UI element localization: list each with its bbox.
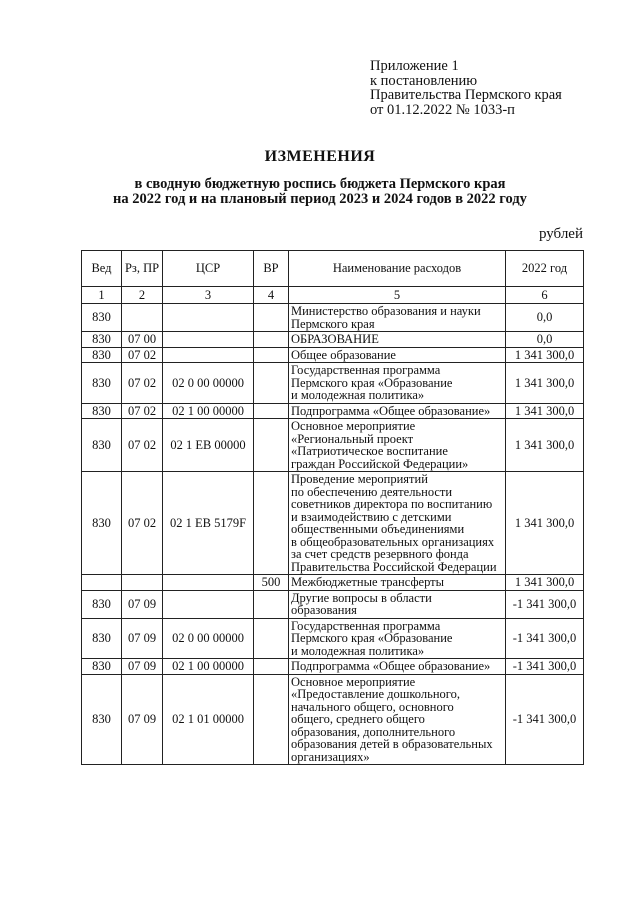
table-row [82,347,584,363]
cell-ved: 830 [82,304,122,332]
cell-name-line: Проведение мероприятий [291,472,428,486]
cell-rz-pr: 07 09 [122,590,163,618]
cell-name-line: общественными объединениями [291,522,465,536]
cell-name-line: граждан Российской Федерации» [291,456,469,471]
table-row [82,674,584,765]
cell-csr [163,304,254,332]
cell-name-line: Основное мероприятие [291,419,416,433]
cell-name [289,575,506,591]
cell-rz-pr: 07 02 [122,403,163,419]
column-number: 4 [254,287,289,304]
cell-name [289,674,506,765]
cell-ved: 830 [82,590,122,618]
cell-ved: 830 [82,347,122,363]
table-row [82,403,584,419]
header-name: Наименование расходов [289,251,506,287]
cell-csr [163,332,254,348]
cell-name-line: Основное мероприятие [291,674,416,689]
cell-ved: 830 [82,618,122,659]
cell-name [289,347,506,363]
cell-name-line: и взаимодействию с детскими [291,509,452,524]
cell-name [289,419,506,472]
cell-amount: 1 341 300,0 [506,403,584,419]
budget-changes-table [81,250,584,765]
table-row [82,472,584,575]
cell-ved [82,575,122,591]
header-rz-pr: Рз, ПР [122,251,163,287]
cell-name-line: и молодежная политика» [291,643,425,658]
cell-csr: 02 1 00 00000 [163,403,254,419]
cell-csr: 02 1 EB 00000 [163,419,254,472]
cell-name-line: Пермского края «Образование [291,631,453,645]
cell-name-line: общего, среднего общего [291,712,425,726]
cell-name [289,659,506,675]
cell-name-line: Государственная программа [291,363,441,377]
cell-rz-pr: 07 02 [122,347,163,363]
cell-name-line: Общее образование [291,347,396,362]
cell-name-line: Подпрограмма «Общее образование» [291,659,491,673]
cell-vr [254,674,289,765]
cell-vr [254,618,289,659]
cell-ved: 830 [82,659,122,675]
cell-csr: 02 1 EB 5179F [163,472,254,575]
cell-name-line: Министерство образования и науки [291,304,481,318]
header-ved: Вед [82,251,122,287]
cell-amount: -1 341 300,0 [506,618,584,659]
table-row [82,590,584,618]
cell-csr [163,347,254,363]
header-year: 2022 год [506,251,584,287]
table-row [82,419,584,472]
cell-vr: 500 [254,575,289,591]
table-row [82,332,584,348]
document-title: ИЗМЕНЕНИЯ [264,148,376,165]
cell-name-line: за счет средств резервного фонда [291,547,469,561]
cell-ved: 830 [82,363,122,404]
cell-vr [254,472,289,575]
appendix-line: Правительства Пермского края [370,87,562,103]
cell-csr: 02 0 00 00000 [163,363,254,404]
cell-rz-pr: 07 09 [122,659,163,675]
cell-name-line: образования, дополнительного [291,724,456,739]
table-row [82,575,584,591]
cell-csr: 02 1 00 00000 [163,659,254,675]
header-vr: ВР [254,251,289,287]
cell-amount: -1 341 300,0 [506,659,584,675]
table-header-row [82,251,584,287]
cell-name-line: и молодежная политика» [291,388,425,402]
cell-name [289,403,506,419]
cell-name [289,332,506,348]
cell-csr: 02 0 00 00000 [163,618,254,659]
header-csr: ЦСР [163,251,254,287]
cell-csr [163,590,254,618]
cell-vr [254,347,289,363]
cell-rz-pr: 07 02 [122,363,163,404]
cell-amount: 1 341 300,0 [506,363,584,404]
cell-name-line: по обеспечению деятельности [291,484,453,499]
cell-name [289,472,506,575]
document-heading [0,148,640,206]
cell-ved: 830 [82,472,122,575]
cell-name-line: организациях» [291,749,370,764]
cell-ved: 830 [82,403,122,419]
cell-rz-pr [122,575,163,591]
appendix-line: к постановлению [370,72,478,89]
cell-vr [254,419,289,472]
cell-amount: 0,0 [506,304,584,332]
cell-name-line: советников директора по воспитанию [291,497,493,511]
cell-name-line: Пермского края «Образование [291,375,453,390]
cell-amount: 1 341 300,0 [506,472,584,575]
cell-ved: 830 [82,332,122,348]
cell-rz-pr: 07 09 [122,618,163,659]
table-row [82,618,584,659]
cell-csr [163,575,254,591]
cell-name [289,618,506,659]
cell-rz-pr: 07 00 [122,332,163,348]
column-number: 1 [82,287,122,304]
cell-name-line: ОБРАЗОВАНИЕ [291,332,379,346]
cell-rz-pr [122,304,163,332]
column-number: 6 [506,287,584,304]
cell-name-line: образования детей в образовательных [291,737,493,751]
cell-name [289,304,506,332]
cell-amount: -1 341 300,0 [506,674,584,765]
cell-amount: -1 341 300,0 [506,590,584,618]
cell-name-line: «Предоставление дошкольного, [291,687,460,701]
cell-name [289,590,506,618]
cell-csr: 02 1 01 00000 [163,674,254,765]
cell-name-line: Подпрограмма «Общее образование» [291,403,491,418]
cell-amount: 0,0 [506,332,584,348]
column-number: 2 [122,287,163,304]
cell-name-line: начального общего, основного [291,699,454,714]
cell-ved: 830 [82,419,122,472]
table-row [82,659,584,675]
cell-ved: 830 [82,674,122,765]
table-row [82,304,584,332]
cell-rz-pr: 07 02 [122,419,163,472]
cell-vr [254,304,289,332]
cell-vr [254,403,289,419]
cell-amount: 1 341 300,0 [506,575,584,591]
appendix-note [370,59,562,117]
cell-name-line: в общеобразовательных организациях [291,534,495,549]
cell-name-line: Пермского края [291,316,375,331]
currency-unit: рублей [538,226,583,242]
cell-vr [254,590,289,618]
document-subtitle-line: на 2022 год и на плановый период 2023 и 2024 годов в 2022 году [113,190,527,207]
cell-vr [254,659,289,675]
column-number: 3 [163,287,254,304]
cell-name-line: Межбюджетные трансферты [291,575,445,589]
table-number-row [82,287,584,304]
cell-name [289,363,506,404]
cell-amount: 1 341 300,0 [506,419,584,472]
cell-name-line: Правительства Российской Федерации [291,559,497,574]
appendix-line: от 01.12.2022 № 1033-п [370,101,515,118]
cell-rz-pr: 07 09 [122,674,163,765]
cell-name-line: «Региональный проект [291,431,414,446]
table-row [82,363,584,404]
document-subtitle-line: в сводную бюджетную роспись бюджета Пермского края [134,176,506,192]
cell-name-line: Другие вопросы в области [291,590,432,605]
cell-name-line: «Патриотическое воспитание [291,444,448,458]
cell-amount: 1 341 300,0 [506,347,584,363]
appendix-line: Приложение 1 [370,58,459,74]
cell-vr [254,332,289,348]
cell-vr [254,363,289,404]
cell-rz-pr: 07 02 [122,472,163,575]
cell-name-line: Государственная программа [291,618,441,633]
cell-name-line: образования [291,603,357,617]
column-number: 5 [289,287,506,304]
